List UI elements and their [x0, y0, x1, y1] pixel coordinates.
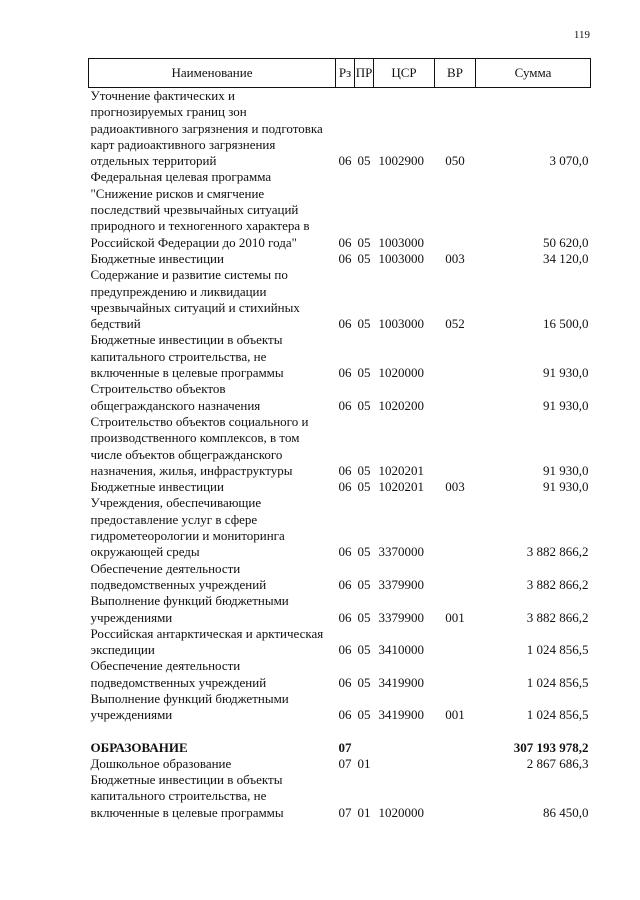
table-row	[89, 626, 591, 659]
table-row	[89, 756, 591, 772]
cell-vr	[435, 414, 476, 479]
cell-csr: 1003000	[378, 250, 424, 266]
header-csr: ЦСР	[374, 59, 435, 88]
cell-sum: 1 024 856,5	[526, 707, 589, 723]
table-row	[89, 479, 591, 495]
cell-name: Содержание и развитие системы по предупреждению и ликвидации чрезвычайных ситуаций и стихийных бедствий	[90, 267, 300, 332]
cell-vr: 001	[445, 707, 465, 723]
cell-sum: 86 450,0	[543, 804, 589, 820]
header-vr: ВР	[435, 59, 476, 88]
cell-rz: 06	[338, 479, 352, 495]
cell-vr	[435, 772, 476, 821]
cell-rz: 07	[338, 804, 352, 820]
cell-csr: 1020000	[378, 365, 424, 381]
header-sum: Сумма	[476, 59, 591, 88]
cell-name: Российская антарктическая и арктическая экспедиции	[90, 625, 324, 658]
cell-sum: 3 882 866,2	[526, 576, 589, 592]
table-row	[89, 495, 591, 560]
table-row	[89, 561, 591, 594]
cell-sum: 3 882 866,2	[526, 544, 589, 560]
cell-vr	[435, 756, 476, 772]
cell-sum: 91 930,0	[543, 397, 589, 413]
cell-name: Федеральная целевая программа "Снижение рисков и смягчение последствий чрезвычайных ситуаций природного и техногенного характера в Российской Федерации до 2010 года"	[90, 169, 310, 250]
cell-vr	[435, 626, 476, 659]
table-row	[89, 88, 591, 170]
cell-csr: 3419900	[378, 707, 424, 723]
table-row	[89, 267, 591, 332]
cell-pr: 05	[357, 707, 371, 723]
cell-csr: 3379900	[378, 576, 424, 592]
cell-rz: 06	[338, 609, 352, 625]
cell-vr: 003	[445, 479, 465, 495]
cell-name: Бюджетные инвестиции	[90, 250, 224, 266]
table-body	[89, 88, 591, 822]
table-header	[89, 59, 591, 88]
cell-rz: 06	[338, 397, 352, 413]
cell-name: Бюджетные инвестиции в объекты капитального строительства, не включенные в целевые программы	[90, 772, 284, 820]
cell-sum: 2 867 686,3	[526, 755, 589, 771]
cell-csr: 1003000	[378, 234, 424, 250]
cell-rz: 06	[338, 674, 352, 690]
cell-csr: 3379900	[378, 609, 424, 625]
cell-csr: 1020000	[378, 804, 424, 820]
cell-name: Учреждения, обеспечивающие предоставление услуг в сфере гидрометеорологии и мониторинга окружающей среды	[90, 495, 285, 560]
cell-pr: 05	[357, 462, 371, 478]
cell-rz: 06	[338, 316, 352, 332]
cell-pr: 05	[357, 576, 371, 592]
cell-sum: 1 024 856,5	[526, 674, 589, 690]
cell-rz: 06	[338, 462, 352, 478]
cell-rz: 06	[338, 250, 352, 266]
cell-csr: 3410000	[378, 642, 424, 658]
cell-csr	[374, 740, 435, 756]
cell-rz: 06	[338, 544, 352, 560]
cell-csr: 3419900	[378, 674, 424, 690]
cell-pr: 05	[357, 250, 371, 266]
cell-pr: 05	[357, 153, 371, 169]
cell-name: Обеспечение деятельности подведомственных учреждений	[90, 658, 267, 690]
cell-name: Выполнение функций бюджетными учреждениями	[90, 593, 289, 625]
cell-sum: 50 620,0	[543, 234, 589, 250]
table-row	[89, 593, 591, 626]
cell-pr: 05	[357, 316, 371, 332]
header-pr: ПР	[355, 59, 374, 88]
cell-pr: 05	[357, 544, 371, 560]
cell-name: Бюджетные инвестиции в объекты капитального строительства, не включенные в целевые программы	[90, 332, 284, 381]
page-number: 119	[573, 29, 590, 41]
budget-table	[88, 58, 591, 821]
cell-pr: 05	[357, 674, 371, 690]
header-rz: Рз	[336, 59, 355, 88]
table-row	[89, 169, 591, 250]
table-row	[89, 658, 591, 691]
header-name: Наименование	[89, 59, 336, 88]
cell-vr: 003	[445, 250, 465, 266]
cell-vr	[435, 561, 476, 594]
cell-name: Обеспечение деятельности подведомственных учреждений	[90, 560, 267, 592]
cell-vr	[435, 332, 476, 381]
cell-vr	[435, 495, 476, 560]
table-row	[89, 691, 591, 724]
cell-pr: 05	[357, 609, 371, 625]
table-row	[89, 414, 591, 479]
cell-rz: 06	[338, 576, 352, 592]
cell-vr: 050	[445, 153, 465, 169]
cell-name: Уточнение фактических и прогнозируемых границ зон радиоактивного загрязнения и подготовка карт радиоактивного загрязнения отдельных территорий	[90, 88, 323, 169]
cell-pr	[355, 740, 374, 756]
cell-sum: 16 500,0	[543, 316, 589, 332]
table-row	[89, 772, 591, 821]
cell-rz: 06	[338, 234, 352, 250]
cell-rz: 07	[338, 739, 352, 755]
cell-sum: 3 882 866,2	[526, 609, 589, 625]
cell-pr: 05	[357, 642, 371, 658]
cell-name: Строительство объектов общегражданского назначения	[90, 381, 261, 413]
cell-pr: 05	[357, 479, 371, 495]
cell-csr: 1020201	[378, 479, 424, 495]
table-row	[89, 740, 591, 756]
cell-sum: 34 120,0	[543, 250, 589, 266]
cell-pr: 01	[357, 755, 371, 771]
cell-pr: 05	[357, 365, 371, 381]
cell-rz: 06	[338, 153, 352, 169]
cell-sum: 91 930,0	[543, 365, 589, 381]
cell-csr: 1020200	[378, 397, 424, 413]
spacer-row	[89, 724, 591, 740]
cell-name: Строительство объектов социального и производственного комплексов, в том числе объектов общегражданского назначения, жилья, инфраструктуры	[90, 413, 309, 478]
cell-pr: 05	[357, 234, 371, 250]
spacer-cell	[89, 724, 591, 740]
cell-vr	[435, 658, 476, 691]
cell-sum: 91 930,0	[543, 462, 589, 478]
cell-vr	[435, 740, 476, 756]
cell-pr: 01	[357, 804, 371, 820]
cell-csr: 1003000	[378, 316, 424, 332]
cell-csr: 1002900	[378, 153, 424, 169]
cell-csr	[374, 756, 435, 772]
table-row	[89, 381, 591, 414]
cell-sum: 3 070,0	[549, 153, 589, 169]
cell-name: Выполнение функций бюджетными учреждениями	[90, 690, 289, 723]
cell-sum: 91 930,0	[543, 479, 589, 495]
table-row	[89, 251, 591, 267]
cell-rz: 06	[338, 365, 352, 381]
cell-rz: 06	[338, 642, 352, 658]
cell-csr: 3370000	[378, 544, 424, 560]
table-row	[89, 332, 591, 381]
cell-rz: 06	[338, 707, 352, 723]
cell-pr: 05	[357, 397, 371, 413]
cell-name: Дошкольное образование	[90, 755, 232, 771]
cell-sum: 1 024 856,5	[526, 642, 589, 658]
cell-name: Бюджетные инвестиции	[90, 479, 224, 495]
cell-rz: 07	[338, 755, 352, 771]
cell-vr	[435, 381, 476, 414]
cell-csr: 1020201	[378, 462, 424, 478]
cell-vr: 052	[445, 316, 465, 332]
cell-sum: 307 193 978,2	[513, 739, 589, 755]
cell-vr: 001	[445, 609, 465, 625]
cell-name: ОБРАЗОВАНИЕ	[90, 739, 188, 755]
cell-vr	[435, 169, 476, 250]
